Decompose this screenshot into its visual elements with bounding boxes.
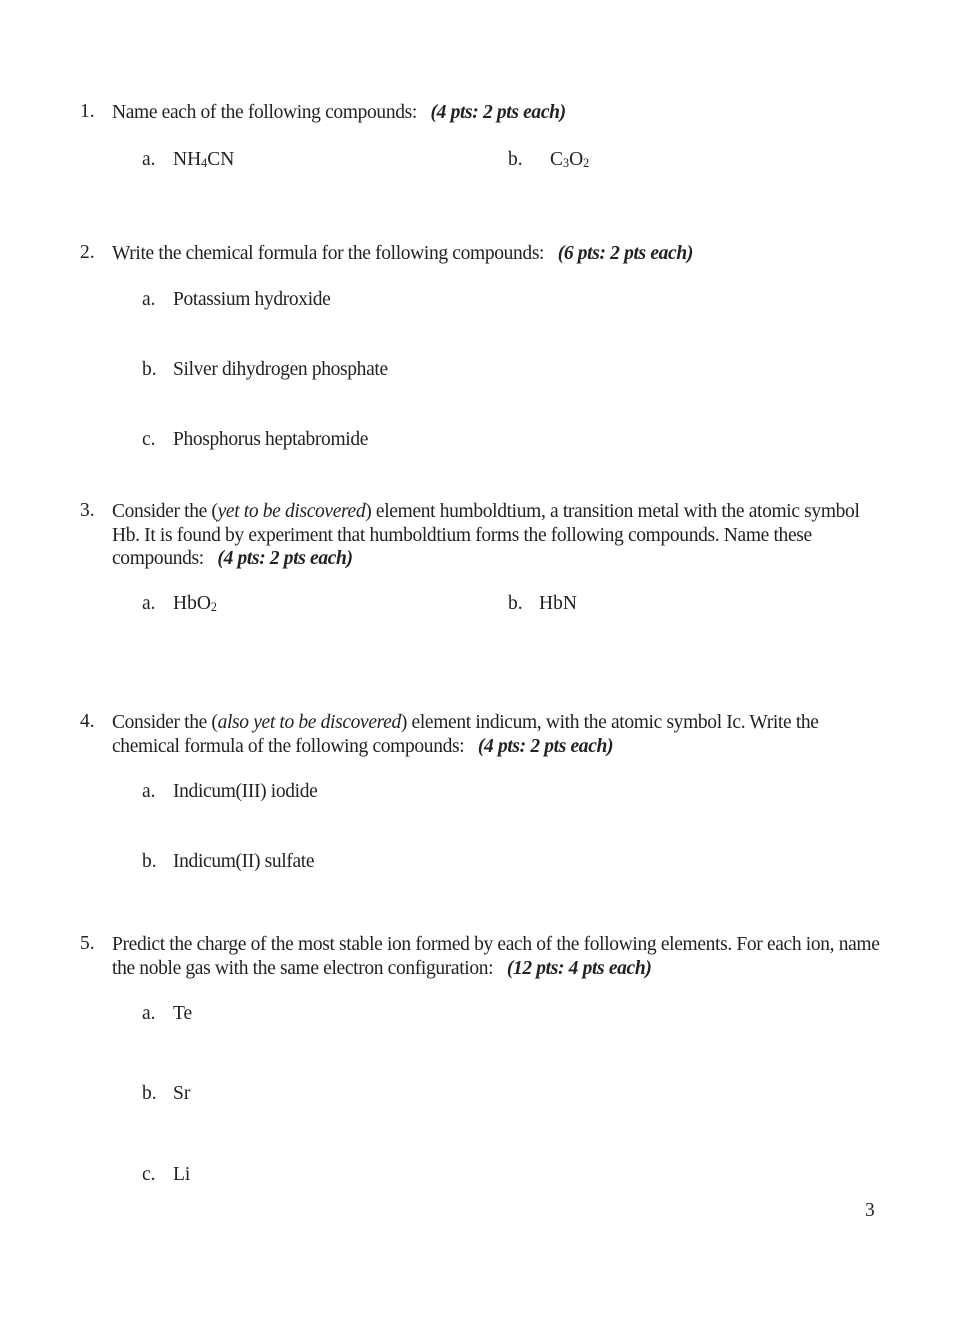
points-label: (12 pts: 4 pts each) [506,957,652,979]
item-letter: a. [142,781,156,802]
page-number: 3 [865,1200,875,1221]
points-label: (4 pts: 2 pts each) [430,102,566,123]
item-letter: a. [142,149,156,170]
item-letter: a. [142,1003,156,1024]
item-letter: c. [142,429,156,450]
item-letter: b. [142,851,157,872]
element-symbol: Te [173,1003,193,1024]
points-label: (4 pts: 2 pts each) [217,548,353,569]
question-number: 4. [80,711,95,732]
item-letter: b. [142,1083,157,1104]
question-number: 3. [80,500,95,521]
question-text: Predict the charge of the most stable ion formed by each of the following elements. For each ion, name the noble gas with the same electron configuration: (12 pts: 4 pts each) [112,934,880,979]
element-symbol: Sr [173,1083,191,1104]
question-text: Consider the (yet to be discovered) element humboldtium, a transition metal with the atomic symbol Hb. It is found by experiment that humboldtium forms the following compounds. Name these compounds: (4 pts: 2 pts each) [112,501,860,569]
question-number: 2. [80,242,95,263]
question-text: Name each of the following compounds: (4 pts: 2 pts each) [112,102,566,123]
compound-formula: HbN [539,593,577,614]
points-label: (6 pts: 2 pts each) [557,243,693,264]
item-letter: b. [508,593,523,614]
compound-formula: $C_3O_2$ [550,149,590,170]
question-number: 1. [80,101,95,122]
question-number: 5. [80,933,95,954]
item-text: Phosphorus heptabromide [173,429,369,450]
item-letter: b. [142,359,157,380]
item-letter: c. [142,1164,156,1185]
item-letter: a. [142,593,156,614]
item-text: Indicum(II) sulfate [173,851,315,872]
points-label: (4 pts: 2 pts each) [477,735,614,757]
element-symbol: Li [173,1164,191,1185]
item-letter: b. [508,149,523,170]
compound-formula: HbO$_2$ [173,593,217,614]
question-text: Write the chemical formula for the following compounds: (6 pts: 2 pts each) [112,243,693,264]
item-text: Silver dihydrogen phosphate [173,359,388,380]
item-text: Indicum(III) iodide [173,781,318,802]
question-text: Consider the (also yet to be discovered) element indicum, with the atomic symbol Ic. Write the chemical formula of the following compounds: (4 pts: 2 pts each) [112,712,819,757]
compound-formula: $NH_4CN$ [173,149,235,170]
item-letter: a. [142,289,156,310]
item-text: Potassium hydroxide [173,289,331,310]
